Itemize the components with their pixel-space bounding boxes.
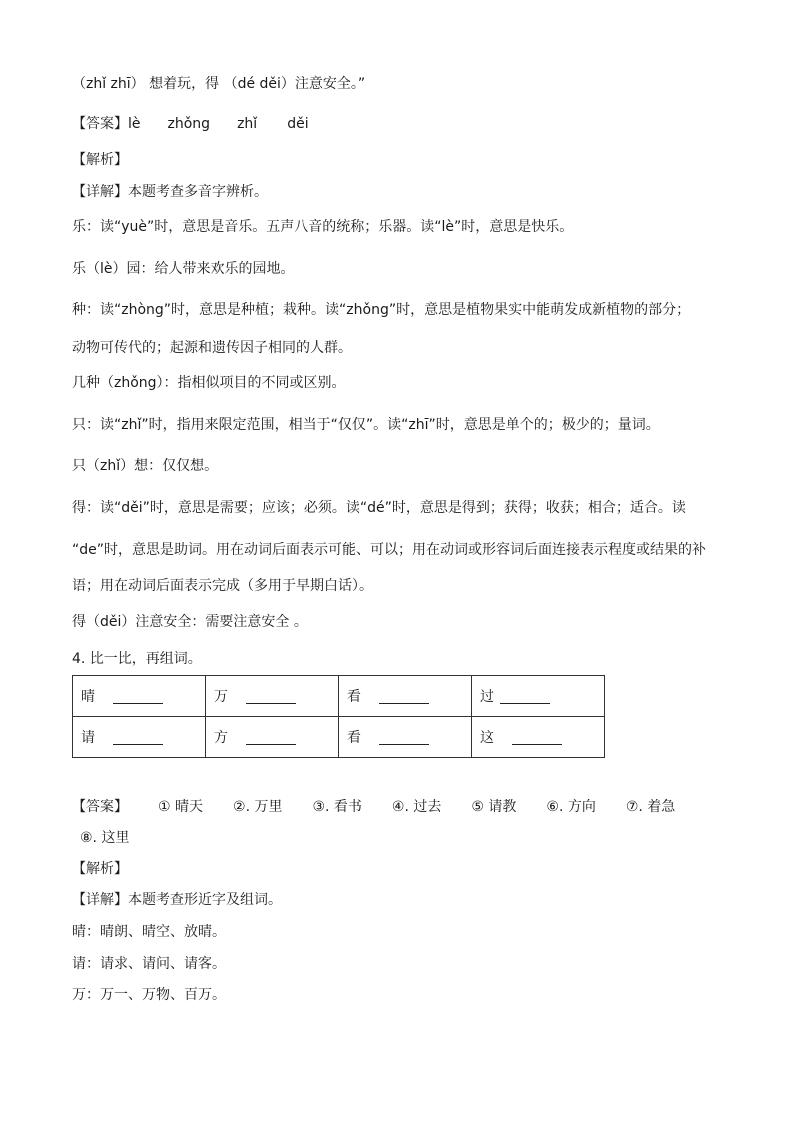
example-zhong: 几种（zhǒng）：指相似项目的不同或区别。 [72,375,346,391]
explain-zhong: 种：读“zhòng”时，意思是种植；栽种。读“zhǒng”时，意思是植物果实中能萌发成新植物的部分； [72,302,691,318]
answer-item: ③. 看书 [312,799,362,815]
fill-blank [246,730,296,745]
answer-item-8: ⑧. 这里 [80,830,130,846]
table-cell [339,717,472,758]
answer-line-2 [72,797,675,817]
answer-item: ④. 过去 [391,799,442,815]
explain-de-cont1: “de”时，意思是助词。用在动词后面表示可能、可以；用在动词或形容词后面连接表示程度或结果的补 [72,542,707,558]
explain-zhi: 只：读“zhǐ”时，指用来限定范围，相当于“仅仅”。读“zhī”时，意思是单个的；极少的；量词。 [72,417,660,433]
example-zhi: 只（zhǐ）想：仅仅想。 [72,458,219,474]
fill-blank [379,730,429,745]
table-cell [206,676,339,717]
explain-le: 乐：读“yuè”时，意思是音乐。五声八音的统称；乐器。读“lè”时，意思是快乐。 [72,219,574,235]
answer-item: ⑤ 请教 [471,799,517,815]
fill-blank [500,689,550,704]
table-cell [73,717,206,758]
table-cell [339,676,472,717]
example-de: 得（děi）注意安全：需要注意安全 。 [72,614,308,630]
char: 看 [347,689,361,705]
table-row [73,676,605,717]
table-cell [73,676,206,717]
fill-blank [113,689,163,704]
fill-blank [379,689,429,704]
fill-blank [246,689,296,704]
char: 看 [347,730,361,746]
example-le: 乐（lè）园：给人带来欢乐的园地。 [72,261,295,277]
answer-item-2: zhǒng [167,116,211,132]
answer-item: ⑥. 方向 [546,799,596,815]
table-cell [472,717,605,758]
answer-item-1: lè [128,116,141,132]
char: 万 [214,689,228,705]
explain-zhong-cont: 动物可传代的；起源和遗传因子相同的人群。 [72,340,352,356]
char: 晴 [81,689,95,705]
table-cell [206,717,339,758]
analysis-heading-1: 【解析】 [72,152,128,168]
compare-table [72,675,605,758]
table-row [73,717,605,758]
word-group-wan: 万：万一、万物、百万。 [72,987,226,1003]
answer-item-4: děi [287,116,309,132]
char: 这 [480,730,494,746]
table-cell [472,676,605,717]
answer-item: ① 晴天 [158,799,204,815]
answer-tag: 【答案】 [72,116,128,132]
analysis-heading-2: 【解析】 [72,861,128,877]
detail-line-2: 【详解】本题考查形近字及组词。 [72,892,282,908]
answer-item: ⑦. 着急 [625,799,676,815]
char: 方 [214,730,228,746]
explain-de-cont2: 语；用在动词后面表示完成（多用于早期白话）。 [72,578,373,594]
char: 过 [480,689,494,705]
fill-blank [113,730,163,745]
answer-item: ②. 万里 [233,799,283,815]
word-group-qing2: 请：请求、请问、请客。 [72,956,226,972]
answer-item-3: zhǐ [237,116,258,132]
detail-line-1: 【详解】本题考查多音字辨析。 [72,184,268,200]
answer-line-1 [72,114,309,134]
question-4-title: 4. 比一比，再组词。 [72,651,202,667]
fill-blank [512,730,562,745]
explain-de: 得：读“děi”时，意思是需要；应该；必须。读“dé”时，意思是得到；获得；收获；相合；适合。读 [72,500,686,516]
answer-tag: 【答案】 [72,799,128,815]
text-line-1: （zhǐ zhī） 想着玩，得 （dé děi）注意安全。” [72,76,366,92]
char: 请 [81,730,95,746]
word-group-qing: 晴：晴朗、晴空、放晴。 [72,924,226,940]
